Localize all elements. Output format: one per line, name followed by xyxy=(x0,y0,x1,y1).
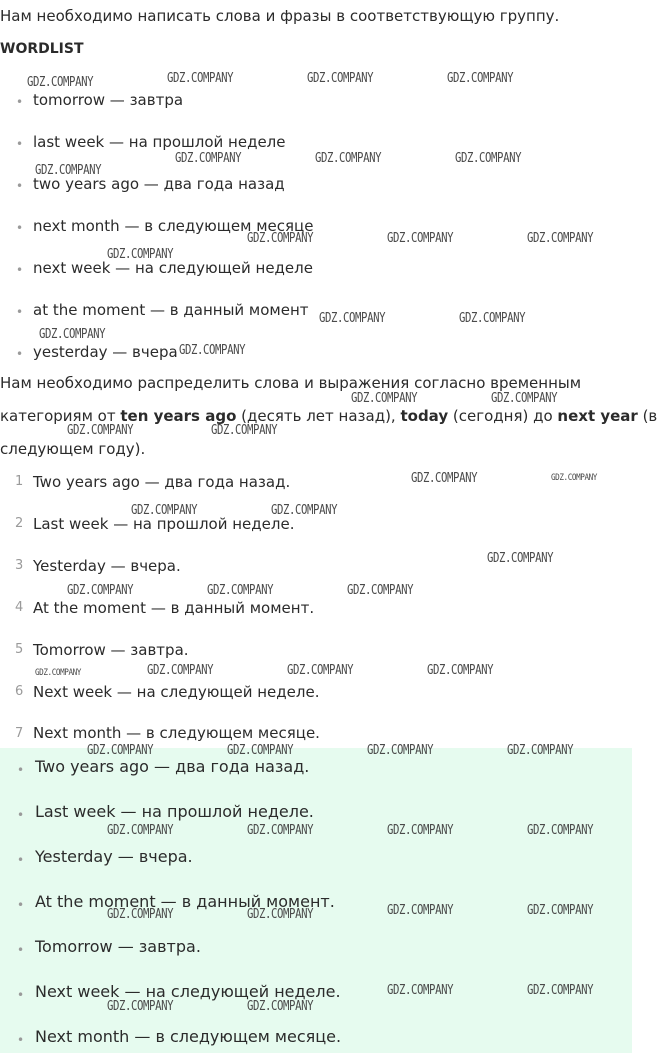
bullet-icon: • xyxy=(17,898,25,912)
list-item-text: Yesterday — вчера. xyxy=(35,847,193,866)
list-item xyxy=(17,1030,24,1048)
watermark: GDZ.COMPANY xyxy=(271,503,338,518)
list-item-text: Next week — на следующей неделе. xyxy=(33,683,320,701)
bullet-icon: • xyxy=(17,853,25,867)
watermark: GDZ.COMPANY xyxy=(27,75,94,90)
intro-text: Нам необходимо написать слова и фразы в соответствующую группу. xyxy=(0,7,560,25)
watermark: GDZ.COMPANY xyxy=(387,823,454,838)
watermark: GDZ.COMPANY xyxy=(107,823,174,838)
watermark: GDZ.COMPANY xyxy=(307,71,374,86)
watermark: GDZ.COMPANY xyxy=(211,423,278,438)
list-item-text: next month — в следующем месяце xyxy=(33,217,314,235)
bullet-icon: • xyxy=(17,1033,25,1047)
list-item-text: yesterday — вчера xyxy=(33,343,178,361)
watermark: GDZ.COMPANY xyxy=(411,471,478,486)
watermark: GDZ.COMPANY xyxy=(459,311,526,326)
list-item xyxy=(17,940,24,958)
watermark: GDZ.COMPANY xyxy=(227,743,294,758)
watermark: GDZ.COMPANY xyxy=(247,823,314,838)
list-number: 1 xyxy=(15,474,24,489)
watermark: GDZ.COMPANY xyxy=(147,663,214,678)
list-item-text: Two years ago — два года назад. xyxy=(33,473,291,491)
watermark: GDZ.COMPANY xyxy=(35,668,81,678)
list-item-text: tomorrow — завтра xyxy=(33,91,184,109)
watermark: GDZ.COMPANY xyxy=(67,583,134,598)
bullet-icon: • xyxy=(16,305,24,319)
watermark: GDZ.COMPANY xyxy=(487,551,554,566)
watermark: GDZ.COMPANY xyxy=(351,391,418,406)
list-item-text: At the moment — в данный момент. xyxy=(33,599,315,617)
watermark: GDZ.COMPANY xyxy=(387,983,454,998)
list-item-text: Tomorrow — завтра. xyxy=(33,641,189,659)
watermark: GDZ.COMPANY xyxy=(287,663,354,678)
bullet-icon: • xyxy=(17,763,25,777)
list-item-text: two years ago — два года назад xyxy=(33,175,285,193)
intro2-line1: Нам необходимо распределить слова и выражения согласно временным xyxy=(0,374,582,392)
intro2-line3: следующем году). xyxy=(0,440,146,458)
watermark: GDZ.COMPANY xyxy=(319,311,386,326)
list-item xyxy=(17,805,24,823)
list-item-text: Yesterday — вчера. xyxy=(33,557,181,575)
bold-term: next year xyxy=(557,407,638,425)
bullet-icon: • xyxy=(16,221,24,235)
text-span: (десять лет назад), xyxy=(236,407,401,425)
list-item xyxy=(16,92,23,110)
list-number: 2 xyxy=(15,516,24,531)
watermark: GDZ.COMPANY xyxy=(179,343,246,358)
watermark: GDZ.COMPANY xyxy=(35,163,102,178)
bullet-icon: • xyxy=(17,943,25,957)
watermark: GDZ.COMPANY xyxy=(347,583,414,598)
watermark: GDZ.COMPANY xyxy=(247,999,314,1014)
list-item-text: Next week — на следующей неделе. xyxy=(35,982,341,1001)
watermark: GDZ.COMPANY xyxy=(107,247,174,262)
list-item xyxy=(17,850,24,868)
list-number: 6 xyxy=(15,684,24,699)
watermark: GDZ.COMPANY xyxy=(167,71,234,86)
watermark: GDZ.COMPANY xyxy=(247,231,314,246)
text-span: (сегодня) до xyxy=(448,407,558,425)
bold-term: today xyxy=(400,407,449,425)
list-item xyxy=(16,176,23,194)
list-item xyxy=(17,985,24,1003)
watermark: GDZ.COMPANY xyxy=(175,151,242,166)
bullet-icon: • xyxy=(16,263,24,277)
list-item xyxy=(16,260,23,278)
watermark: GDZ.COMPANY xyxy=(387,231,454,246)
list-item-text: Tomorrow — завтра. xyxy=(35,937,201,956)
list-item-text: Two years ago — два года назад. xyxy=(35,757,310,776)
list-item xyxy=(16,218,23,236)
watermark: GDZ.COMPANY xyxy=(39,327,106,342)
list-item xyxy=(16,134,23,152)
list-item-text: Next month — в следующем месяце. xyxy=(35,1027,342,1046)
watermark: GDZ.COMPANY xyxy=(67,423,134,438)
watermark: GDZ.COMPANY xyxy=(315,151,382,166)
list-item-text: next week — на следующей неделе xyxy=(33,259,313,277)
watermark: GDZ.COMPANY xyxy=(447,71,514,86)
bullet-icon: • xyxy=(16,137,24,151)
watermark: GDZ.COMPANY xyxy=(367,743,434,758)
watermark: GDZ.COMPANY xyxy=(527,983,594,998)
watermark: GDZ.COMPANY xyxy=(491,391,558,406)
bullet-icon: • xyxy=(17,988,25,1002)
watermark: GDZ.COMPANY xyxy=(107,999,174,1014)
text-span: (в xyxy=(637,407,657,425)
watermark: GDZ.COMPANY xyxy=(387,903,454,918)
list-item-text: At the moment — в данный момент. xyxy=(35,892,335,911)
watermark: GDZ.COMPANY xyxy=(527,231,594,246)
watermark: GDZ.COMPANY xyxy=(87,743,154,758)
bullet-icon: • xyxy=(17,808,25,822)
list-item xyxy=(16,302,23,320)
watermark: GDZ.COMPANY xyxy=(427,663,494,678)
list-item xyxy=(17,760,24,778)
list-item-text: Next month — в следующем месяце. xyxy=(33,724,320,742)
watermark: GDZ.COMPANY xyxy=(107,907,174,922)
list-item-text: Last week — на прошлой неделе. xyxy=(35,802,314,821)
list-number: 5 xyxy=(15,642,24,657)
watermark: GDZ.COMPANY xyxy=(247,907,314,922)
list-item-text: last week — на прошлой неделе xyxy=(33,133,286,151)
watermark: GDZ.COMPANY xyxy=(207,583,274,598)
watermark: GDZ.COMPANY xyxy=(527,903,594,918)
bullet-icon: • xyxy=(16,347,24,361)
watermark: GDZ.COMPANY xyxy=(131,503,198,518)
list-number: 7 xyxy=(15,726,24,741)
watermark: GDZ.COMPANY xyxy=(455,151,522,166)
watermark: GDZ.COMPANY xyxy=(507,743,574,758)
bullet-icon: • xyxy=(16,179,24,193)
wordlist-title: WORDLIST xyxy=(0,41,84,57)
watermark: GDZ.COMPANY xyxy=(527,823,594,838)
bullet-icon: • xyxy=(16,95,24,109)
list-item-text: Last week — на прошлой неделе. xyxy=(33,515,295,533)
list-item-text: at the moment — в данный момент xyxy=(33,301,309,319)
list-number: 4 xyxy=(15,600,24,615)
list-number: 3 xyxy=(15,558,24,573)
list-item xyxy=(16,344,23,362)
bold-term: ten years ago xyxy=(120,407,237,425)
list-item xyxy=(17,895,24,913)
watermark: GDZ.COMPANY xyxy=(551,473,597,483)
text-span: категориям от xyxy=(0,407,121,425)
